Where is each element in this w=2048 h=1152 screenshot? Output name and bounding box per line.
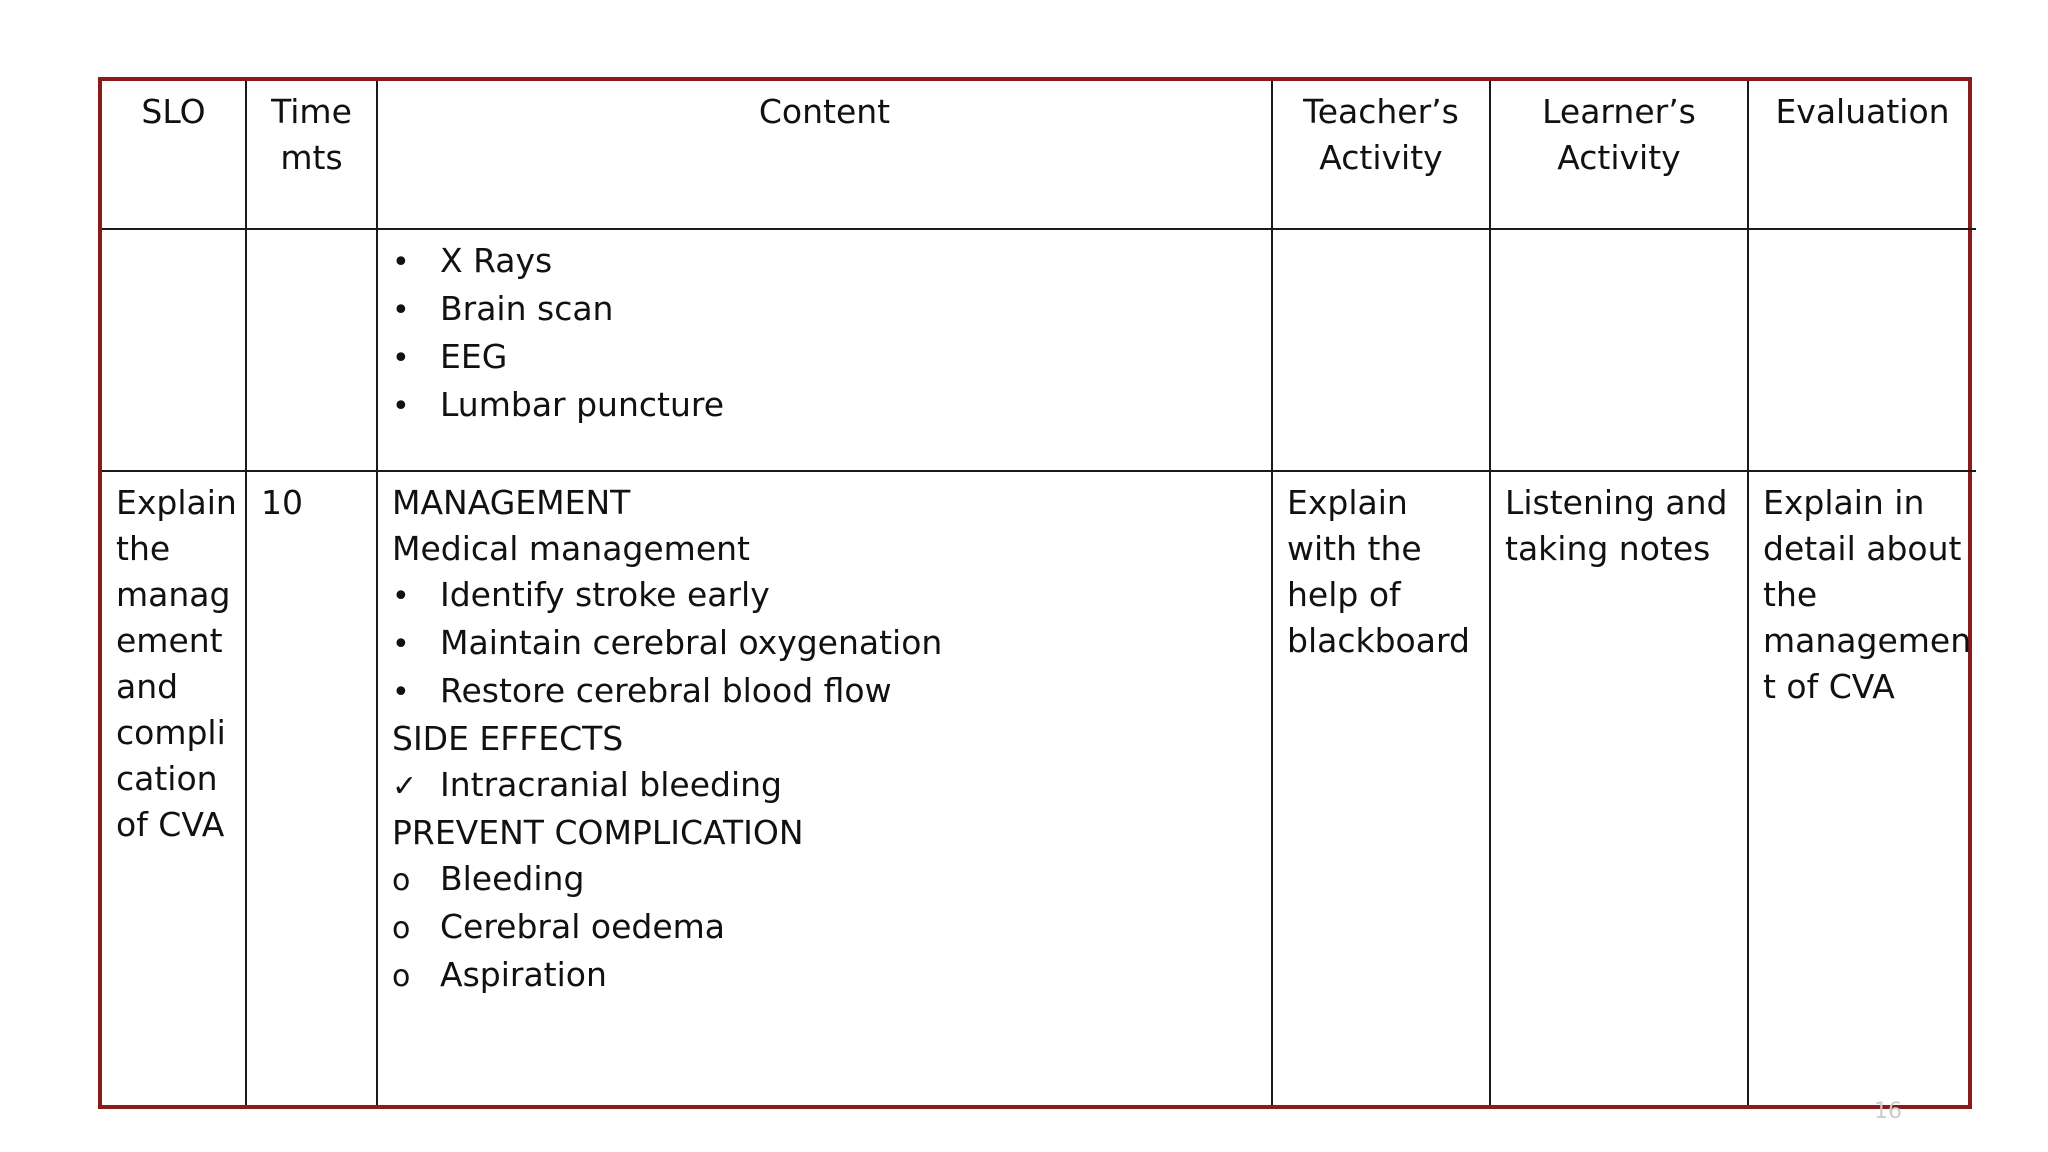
list-item: o Cerebral oedema bbox=[392, 904, 1257, 952]
management-slo-cell: Explain the manag ement and compli cation of CVA bbox=[102, 471, 246, 1105]
list-item: o Aspiration bbox=[392, 952, 1257, 1000]
page-number: 16 bbox=[1874, 1099, 1902, 1124]
side-effects-heading: SIDE EFFECTS bbox=[392, 719, 624, 758]
list-item: o Bleeding bbox=[392, 856, 1257, 904]
list-item: • X Rays bbox=[392, 238, 1257, 286]
table-row-management bbox=[102, 471, 1976, 1105]
medical-management-subheading: Medical management bbox=[392, 529, 750, 568]
list-item: • Restore cerebral blood flow bbox=[392, 668, 1257, 716]
bullet-icon: • bbox=[392, 627, 410, 662]
bullet-icon: • bbox=[392, 579, 410, 614]
management-learner-cell: Listening and taking notes bbox=[1490, 471, 1748, 1105]
circle-bullet-icon: o bbox=[392, 911, 411, 946]
diagnostics-slo-cell bbox=[102, 229, 246, 471]
list-item: • Brain scan bbox=[392, 286, 1257, 334]
checkmark-icon: ✓ bbox=[392, 769, 418, 804]
diagnostics-learner-cell bbox=[1490, 229, 1748, 471]
table-header-row bbox=[102, 81, 1976, 229]
bullet-icon: • bbox=[392, 675, 410, 710]
bullet-icon: • bbox=[392, 293, 410, 328]
lesson-plan-table-frame bbox=[98, 77, 1972, 1109]
circle-bullet-icon: o bbox=[392, 863, 411, 898]
header-content: Content bbox=[377, 81, 1272, 229]
header-teachers-activity: Teacher’s Activity bbox=[1272, 81, 1490, 229]
management-time-cell: 10 bbox=[246, 471, 377, 1105]
list-item: • Identify stroke early bbox=[392, 572, 1257, 620]
management-evaluation-cell: Explain in detail about the managemen t of CVA bbox=[1748, 471, 1976, 1105]
header-time: Time mts bbox=[246, 81, 377, 229]
list-item: • EEG bbox=[392, 334, 1257, 382]
table-row-diagnostics bbox=[102, 229, 1976, 471]
bullet-icon: • bbox=[392, 341, 410, 376]
diagnostics-teacher-cell bbox=[1272, 229, 1490, 471]
circle-bullet-icon: o bbox=[392, 959, 411, 994]
management-heading: MANAGEMENT bbox=[392, 483, 631, 522]
management-content-cell bbox=[377, 471, 1272, 1105]
diagnostics-time-cell bbox=[246, 229, 377, 471]
header-learners-activity: Learner’s Activity bbox=[1490, 81, 1748, 229]
diagnostics-content-cell bbox=[377, 229, 1272, 471]
header-evaluation: Evaluation bbox=[1748, 81, 1976, 229]
diagnostics-evaluation-cell bbox=[1748, 229, 1976, 471]
management-teacher-cell: Explain with the help of blackboard bbox=[1272, 471, 1490, 1105]
bullet-icon: • bbox=[392, 389, 410, 424]
lesson-plan-table bbox=[102, 81, 1976, 1105]
prevent-complication-heading: PREVENT COMPLICATION bbox=[392, 813, 804, 852]
bullet-icon: • bbox=[392, 245, 410, 280]
header-slo: SLO bbox=[102, 81, 246, 229]
list-item: • Lumbar puncture bbox=[392, 382, 1257, 430]
list-item: • Maintain cerebral oxygenation bbox=[392, 620, 1257, 668]
list-item: ✓ Intracranial bleeding bbox=[392, 762, 1257, 810]
